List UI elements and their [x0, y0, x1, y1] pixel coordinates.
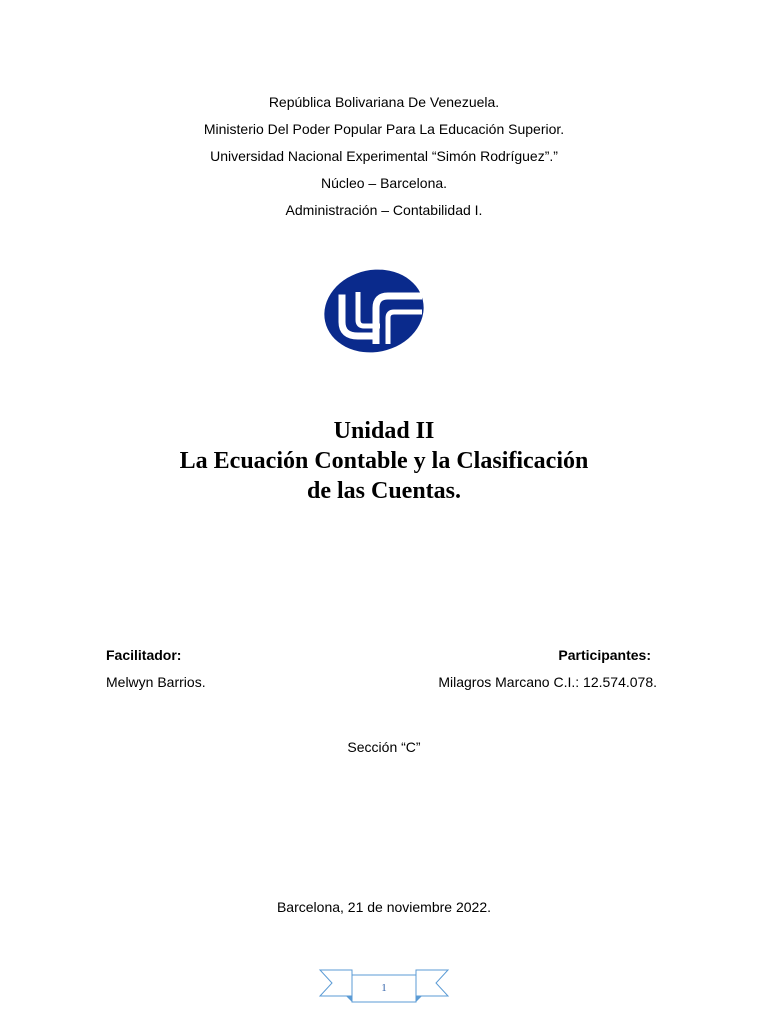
participants-label: Participantes: [558, 647, 651, 663]
facilitator-name: Melwyn Barrios. [106, 674, 206, 690]
header-campus: Núcleo – Barcelona. [320, 175, 448, 191]
place-date: Barcelona, 21 de noviembre 2022. [276, 899, 492, 915]
title-topic-line1: La Ecuación Contable y la Clasificación [179, 448, 589, 474]
section-label: Sección “C” [347, 739, 421, 755]
page-number: 1 [381, 982, 387, 994]
title-unit: Unidad II [333, 418, 435, 444]
unesr-logo-icon [318, 264, 430, 358]
facilitator-label: Facilitador: [106, 647, 182, 663]
header-ministry: Ministerio Del Poder Popular Para La Educación Superior. [203, 121, 565, 137]
header-course: Administración – Contabilidad I. [285, 202, 483, 218]
header-country: República Bolivariana De Venezuela. [268, 94, 500, 110]
participant-name: Milagros Marcano C.I.: 12.574.078. [438, 674, 657, 690]
document-header [0, 89, 768, 224]
title-topic-line2: de las Cuentas. [306, 478, 462, 504]
document-title [0, 416, 768, 506]
header-university: Universidad Nacional Experimental “Simón Rodríguez”.” [210, 148, 558, 164]
